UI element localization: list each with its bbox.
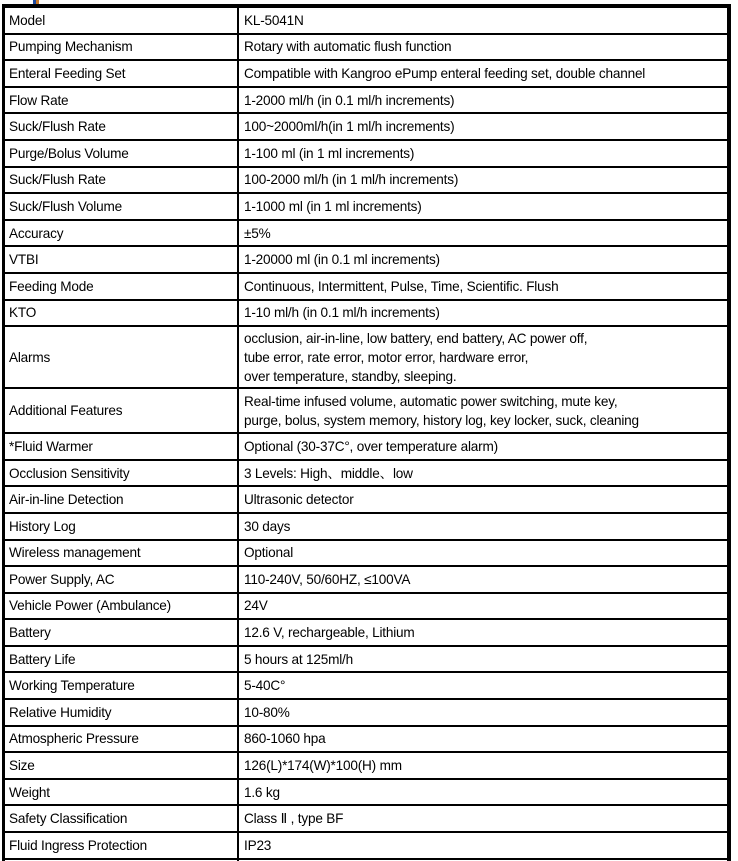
spec-value-line: 10-80% [244,704,290,720]
table-row [5,194,727,221]
spec-label-cell: Vehicle Power (Ambulance) [5,594,239,619]
spec-value-cell [239,88,727,113]
spec-value-cell [239,727,727,752]
table-row [5,753,727,780]
spec-label-cell: Enteral Feeding Set [5,61,239,86]
spec-value-line: 110-240V, 50/60HZ, ≤100VA [244,571,411,587]
spec-value-cell [239,389,727,432]
spec-value-line: Optional [244,545,294,561]
spec-value-line: Real-time infused volume, automatic power switching, mute key, [244,393,618,409]
table-row [5,434,727,461]
table-row [5,673,727,700]
spec-label-cell: KTO [5,301,239,326]
spec-label-cell: Weight [5,780,239,805]
spec-value-line: Optional (30-37C°, over temperature alarm) [244,438,498,454]
spec-value-cell [239,114,727,139]
spec-value-cell [239,434,727,459]
table-row [5,647,727,674]
spec-value-cell [239,274,727,299]
spec-value-line: Ultrasonic detector [244,492,354,508]
spec-value-cell [239,35,727,60]
spec-label-cell: Purge/Bolus Volume [5,141,239,166]
table-row [5,389,727,434]
table-row [5,274,727,301]
spec-value-line: tube error, rate error, motor error, hardware error, [244,349,529,365]
spec-value-line: 5 hours at 125ml/h [244,651,353,667]
specifications-table [2,4,731,861]
table-row [5,61,727,88]
spec-label-cell: *Fluid Warmer [5,434,239,459]
spec-label-cell: Battery [5,620,239,645]
spec-label-cell: Additional Features [5,389,239,432]
spec-value-line: 126(L)*174(W)*100(H) mm [244,758,402,774]
table-row [5,88,727,115]
spec-value-line: occlusion, air-in-line, low battery, end battery, AC power off, [244,330,588,346]
spec-label-cell: VTBI [5,247,239,272]
spec-label-cell: Pumping Mechanism [5,35,239,60]
table-row [5,327,727,389]
spec-value-cell [239,8,727,33]
spec-value-cell [239,647,727,672]
spec-label-cell: Battery Life [5,647,239,672]
spec-value-line: 1-2000 ml/h (in 0.1 ml/h increments) [244,92,455,108]
spec-value-line: Compatible with Kangroo ePump enteral feeding set, double channel [244,65,646,81]
spec-value-line: Class Ⅱ , type BF [244,811,344,827]
spec-label-cell: Suck/Flush Volume [5,194,239,219]
table-row [5,141,727,168]
table-row [5,168,727,195]
spec-value-cell [239,301,727,326]
table-row [5,620,727,647]
spec-label-cell: Model [5,8,239,33]
spec-label-cell: Size [5,753,239,778]
spec-value-cell [239,327,727,387]
table-row [5,700,727,727]
spec-label-cell: Feeding Mode [5,274,239,299]
spec-value-line: 24V [244,598,268,614]
spec-value-cell [239,61,727,86]
spec-value-cell [239,487,727,512]
spec-value-cell [239,567,727,592]
spec-value-cell [239,620,727,645]
spec-value-cell [239,541,727,566]
spec-label-cell: Safety Classification [5,806,239,831]
spec-value-line: 1-100 ml (in 1 ml increments) [244,145,415,161]
spec-value-line: 1-1000 ml (in 1 ml increments) [244,198,422,214]
spec-label-cell: Accuracy [5,221,239,246]
spec-value-line: KL-5041N [244,12,304,28]
spec-value-cell [239,141,727,166]
table-row [5,221,727,248]
spec-label-cell: History Log [5,514,239,539]
spec-value-cell [239,168,727,193]
spec-label-cell: Atmospheric Pressure [5,727,239,752]
table-row [5,514,727,541]
spec-value-line: 3 Levels: High、middle、low [244,465,413,481]
spec-value-line: 5-40C° [244,678,286,694]
spec-value-line: IP23 [244,837,272,853]
spec-value-cell [239,194,727,219]
table-row [5,114,727,141]
spec-value-cell [239,673,727,698]
spec-value-line: 1-10 ml/h (in 0.1 ml/h increments) [244,305,440,321]
spec-label-cell: Air-in-line Detection [5,487,239,512]
spec-value-line: 12.6 V, rechargeable, Lithium [244,625,415,641]
spec-value-line: over temperature, standby, sleeping. [244,368,457,384]
spec-label-cell: Wireless management [5,541,239,566]
spec-value-line: ±5% [244,225,271,241]
table-row [5,35,727,62]
spec-value-line: 1-20000 ml (in 0.1 ml increments) [244,252,440,268]
spec-value-line: Rotary with automatic flush function [244,39,452,55]
spec-value-line: Continuous, Intermittent, Pulse, Time, Scientific. Flush [244,278,559,294]
spec-value-cell [239,594,727,619]
spec-value-cell [239,780,727,805]
table-row [5,567,727,594]
spec-value-cell [239,753,727,778]
table-row [5,301,727,328]
spec-label-cell: Suck/Flush Rate [5,114,239,139]
table-row [5,833,727,860]
table-row [5,727,727,754]
spec-value-cell [239,221,727,246]
spec-value-line: purge, bolus, system memory, history log, key locker, suck, cleaning [244,412,639,428]
table-row [5,247,727,274]
spec-value-line: 100~2000ml/h(in 1 ml/h increments) [244,119,455,135]
spec-label-cell: Occlusion Sensitivity [5,461,239,486]
spec-value-cell [239,247,727,272]
spec-label-cell: Power Supply, AC [5,567,239,592]
spec-label-cell: Fluid Ingress Protection [5,833,239,858]
spec-value-line: 30 days [244,518,291,534]
table-row [5,541,727,568]
spec-value-line: 860-1060 hpa [244,731,326,747]
table-row [5,487,727,514]
spec-label-cell: Working Temperature [5,673,239,698]
spec-label-cell: Suck/Flush Rate [5,168,239,193]
table-row [5,461,727,488]
spec-value-cell [239,833,727,858]
spec-value-cell [239,806,727,831]
spec-value-cell [239,514,727,539]
spec-label-cell: Flow Rate [5,88,239,113]
table-row [5,806,727,833]
table-row [5,8,727,35]
table-row [5,594,727,621]
spec-label-cell: Alarms [5,327,239,387]
spec-value-cell [239,700,727,725]
spec-value-cell [239,461,727,486]
spec-label-cell: Relative Humidity [5,700,239,725]
spec-value-line: 1.6 kg [244,784,280,800]
spec-value-line: 100-2000 ml/h (in 1 ml/h increments) [244,172,459,188]
table-row [5,780,727,807]
